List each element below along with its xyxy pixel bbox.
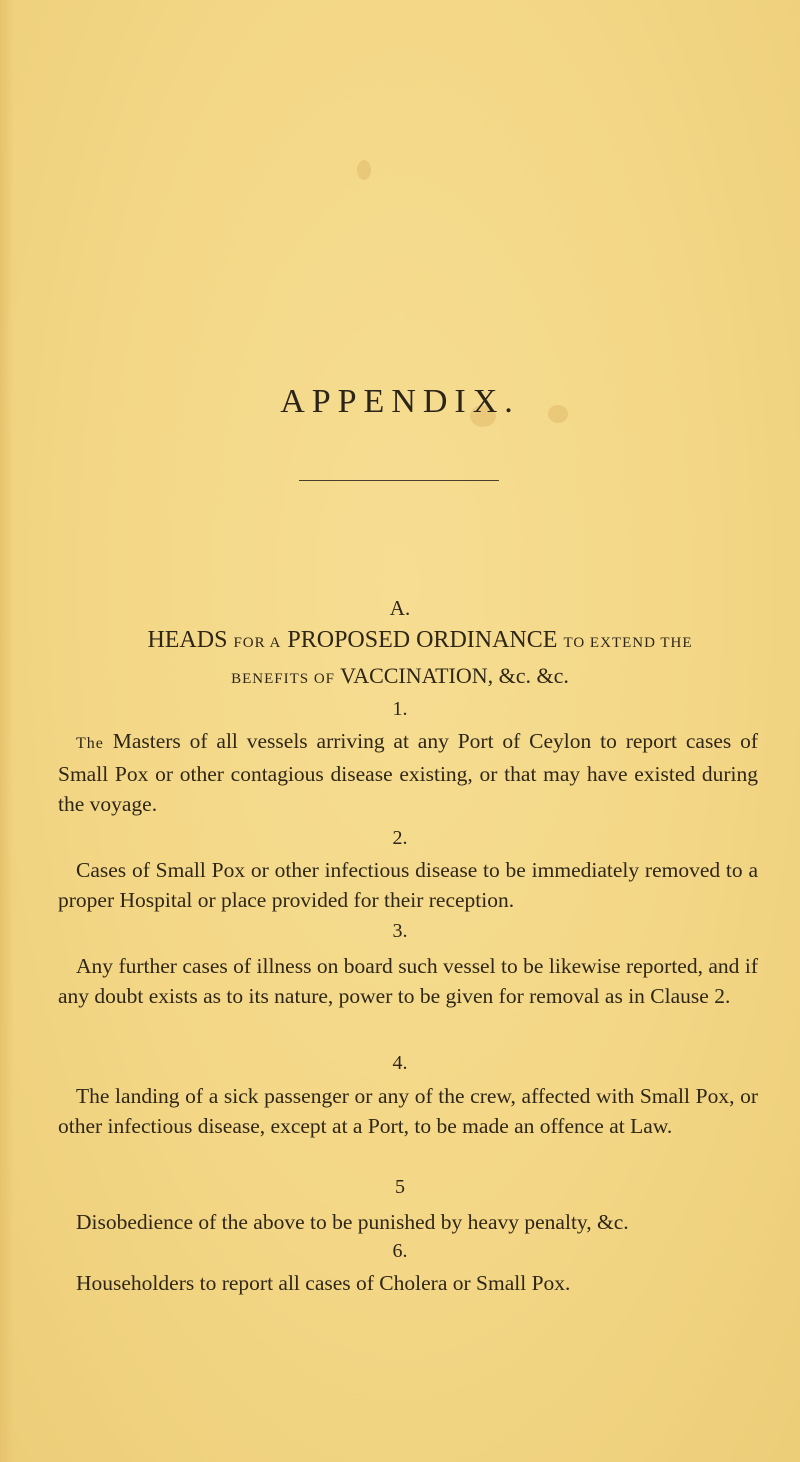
clause-body: Masters of all vessels arriving at any Port of Ceylon to report cases of Small Pox or other contagious disease existing, or that may have existed during the voyage.: [58, 729, 759, 816]
clause-number: 5: [395, 1176, 405, 1198]
heading-word: VACCINATION, &c. &c.: [340, 663, 569, 688]
heading-smallcaps: BENEFITS OF: [231, 671, 336, 687]
section-heading-line-2: [0, 663, 800, 689]
heading-smallcaps: FOR A: [233, 635, 282, 651]
section-letter: A.: [389, 596, 411, 620]
clause-number: 1.: [392, 698, 408, 720]
clause-number: 2.: [392, 827, 408, 849]
section-heading-line-1: [30, 627, 800, 654]
clause-number: 6.: [392, 1240, 408, 1262]
clause-lead-smallcaps: The: [76, 735, 104, 752]
page-title: APPENDIX.: [280, 383, 520, 420]
paper-stain: [357, 160, 371, 180]
clause-text: The landing of a sick passenger or any of the crew, affected with Small Pox, or other infectious disease, except at a Port, to be made an offence at Law.: [58, 1084, 758, 1138]
clause-text: [58, 726, 758, 819]
title-divider: [299, 480, 499, 481]
clause-text: Cases of Small Pox or other infectious disease to be immediately removed to a proper Hospital or place provided for their reception.: [58, 858, 758, 912]
heading-word: HEADS: [147, 627, 228, 653]
clause-text: Disobedience of the above to be punished by heavy penalty, &c.: [76, 1210, 629, 1234]
clause-number: 3.: [392, 920, 408, 942]
heading-smallcaps: TO EXTEND THE: [563, 635, 693, 651]
heading-word: PROPOSED ORDINANCE: [287, 627, 558, 653]
clause-number: 4.: [392, 1052, 408, 1074]
clause-text: Householders to report all cases of Cholera or Small Pox.: [76, 1271, 571, 1295]
clause-text: Any further cases of illness on board such vessel to be likewise reported, and if any doubt exists as to its nature, power to be given for removal as in Clause 2.: [58, 954, 758, 1008]
